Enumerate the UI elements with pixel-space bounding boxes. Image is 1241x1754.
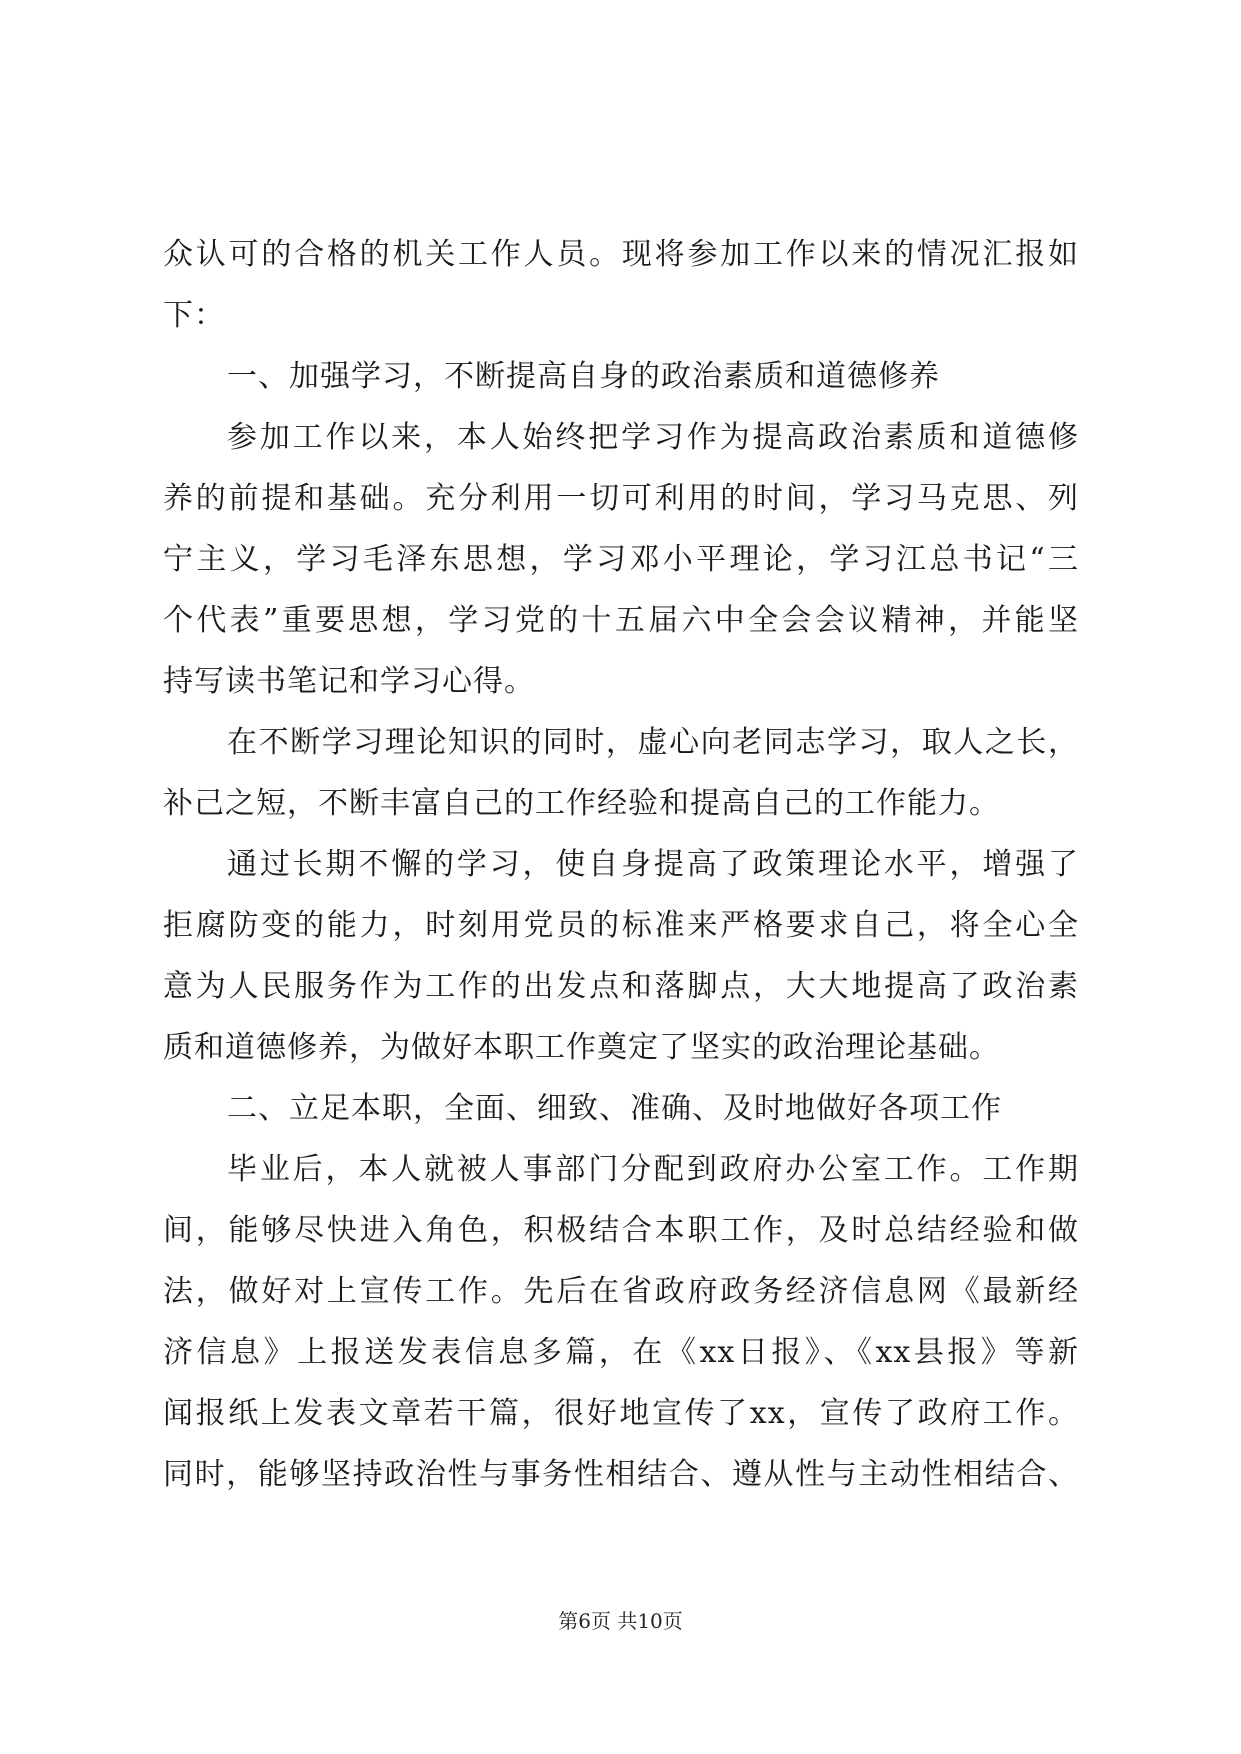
text-line: 个代表”重要思想，学习党的十五届六中全会会议精神，并能坚 (163, 603, 1079, 638)
text-line: 间，能够尽快进入角色，积极结合本职工作，及时总结经验和做 (163, 1213, 1079, 1248)
text-line: 同时，能够坚持政治性与事务性相结合、遵从性与主动性相结合、 (163, 1457, 1079, 1492)
document-body (163, 224, 1079, 1505)
text-line: 众认可的合格的机关工作人员。现将参加工作以来的情况汇报如 (163, 237, 1079, 272)
text-line: 济信息》上报送发表信息多篇，在《xx日报》、《xx县报》等新 (163, 1335, 1079, 1370)
text-line: 通过长期不懈的学习，使自身提高了政策理论水平，增强了 (227, 847, 1079, 882)
text-line: 持写读书笔记和学习心得。 (163, 664, 535, 699)
text-line: 补己之短，不断丰富自己的工作经验和提高自己的工作能力。 (163, 786, 1000, 821)
text-line: 质和道德修养，为做好本职工作奠定了坚实的政治理论基础。 (163, 1030, 1000, 1065)
section-heading-1: 一、加强学习，不断提高自身的政治素质和道德修养 (227, 359, 940, 394)
section-heading-2: 二、立足本职，全面、细致、准确、及时地做好各项工作 (227, 1091, 1002, 1126)
text-line: 下： (163, 298, 225, 333)
text-line: 闻报纸上发表文章若干篇，很好地宣传了xx，宣传了政府工作。 (163, 1396, 1079, 1431)
text-line: 宁主义，学习毛泽东思想，学习邓小平理论，学习江总书记“三 (163, 542, 1079, 577)
text-line: 养的前提和基础。充分利用一切可利用的时间，学习马克思、列 (163, 481, 1079, 516)
text-line: 意为人民服务作为工作的出发点和落脚点，大大地提高了政治素 (163, 969, 1079, 1004)
text-line: 拒腐防变的能力，时刻用党员的标准来严格要求自己，将全心全 (163, 908, 1079, 943)
page-number-footer: 第6页 共10页 (558, 1609, 683, 1633)
text-line: 在不断学习理论知识的同时，虚心向老同志学习，取人之长， (227, 725, 1079, 760)
text-line: 毕业后，本人就被人事部门分配到政府办公室工作。工作期 (227, 1152, 1079, 1187)
text-line: 法，做好对上宣传工作。先后在省政府政务经济信息网《最新经 (163, 1274, 1079, 1309)
text-line: 参加工作以来，本人始终把学习作为提高政治素质和道德修 (227, 420, 1079, 455)
